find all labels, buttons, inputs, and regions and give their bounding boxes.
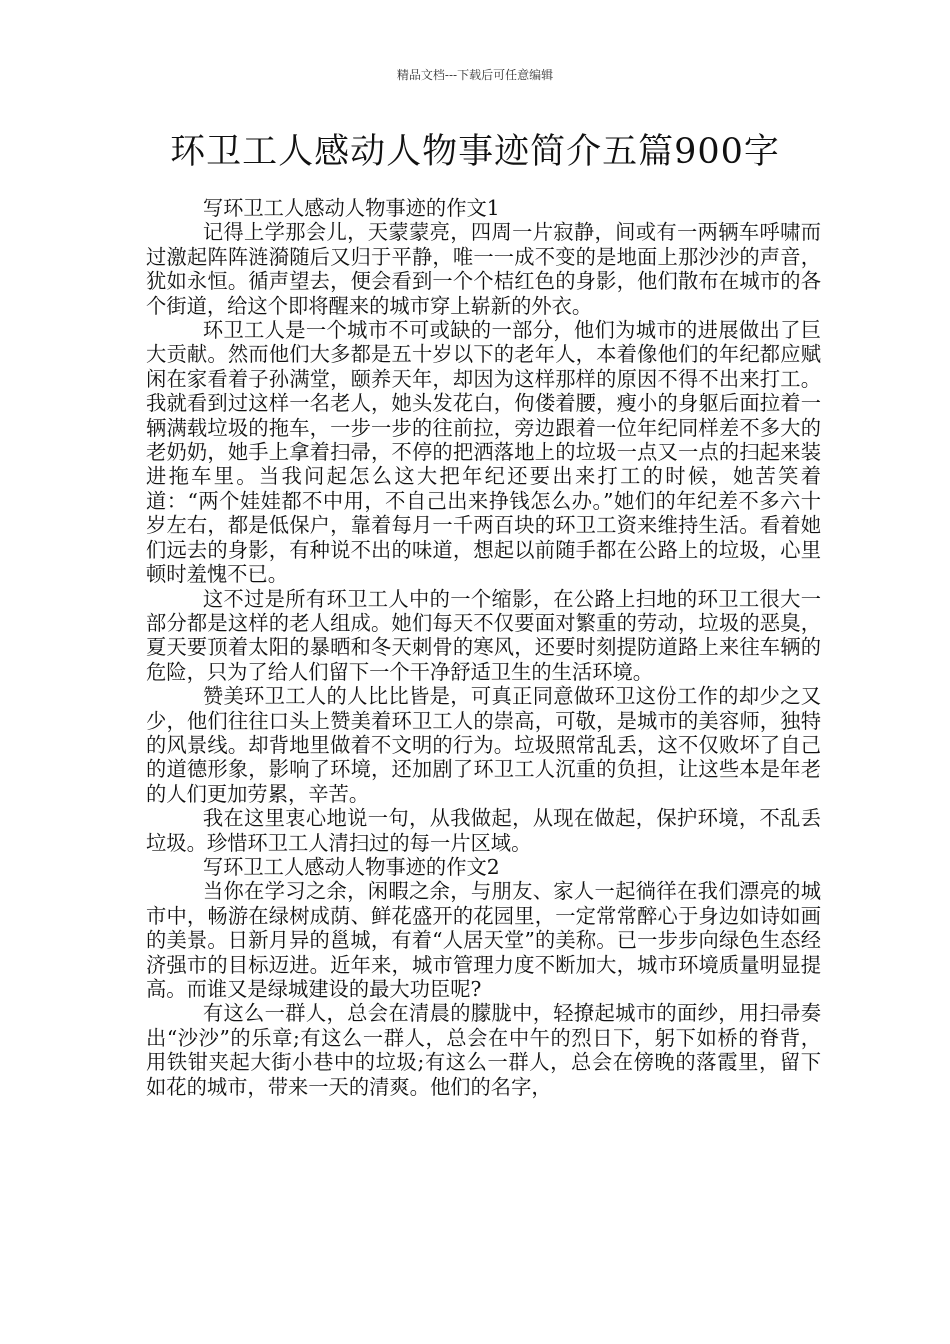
paragraph: 环卫工人是一个城市不可或缺的一部分，他们为城市的进展做出了巨大贡献。然而他们大多都是五十岁以下的老年人，本着像他们的年纪都应赋闲在家看着子孙满堂，颐养天年，却因为这样那样的原因不得不出来打工。我就看到过这样一名老人，她头发花白，佝偻着腰，瘦小的身躯后面拉着一辆满载垃圾的拖车，一步一步的往前拉，旁边跟着一位年纪同样差不多大的老奶奶，她手上拿着扫帚，不停的把洒落地上的垃圾一点又一点的扫起来装进拖车里。当我问起怎么这大把年纪还要出来打工的时候，她苦笑着道：“两个娃娃都不中用，不自己出来挣钱怎么办。”她们的年纪差不多六十岁左右，都是低保户，靠着每月一千两百块的环卫工资来维持生活。看着她们远去的身影，有种说不出的味道，想起以前随手都在公路上的垃圾，心里顿时羞愧不已。: [146, 318, 821, 587]
header-note: 精品文档---下载后可任意编辑: [396, 68, 554, 82]
paragraph: 赞美环卫工人的人比比皆是，可真正同意做环卫这份工作的却少之又少，他们往往口头上赞美着环卫工人的崇高，可敬，是城市的美容师，独特的风景线。却背地里做着不文明的行为。垃圾照常乱丢，这不仅败坏了自己的道德形象，影响了环境，还加剧了环卫工人沉重的负担，让这些本是年老的人们更加劳累，辛苦。: [146, 684, 821, 806]
section-heading-1: 写环卫工人感动人物事迹的作文1: [202, 196, 500, 220]
paragraph: 我在这里衷心地说一句，从我做起，从现在做起，保护环境，不乱丢垃圾。珍惜环卫工人清扫过的每一片区域。: [146, 806, 821, 855]
paragraph: 当你在学习之余，闲暇之余，与朋友、家人一起徜徉在我们漂亮的城市中，畅游在绿树成荫、鲜花盛开的花园里，一定常常醉心于身边如诗如画的美景。日新月异的邕城，有着“人居天堂”的美称。已一步步向绿色生态经济强市的目标迈进。近年来，城市管理力度不断加大，城市环境质量明显提高。而谁又是绿城建设的最大功臣呢?: [146, 879, 821, 1001]
section-heading-2: 写环卫工人感动人物事迹的作文2: [202, 854, 500, 879]
paragraph: 记得上学那会儿，天蒙蒙亮，四周一片寂静，间或有一两辆车呼啸而过激起阵阵涟漪随后又归于平静，唯一一成不变的是地面上那沙沙的声音，犹如永恒。循声望去，便会看到一个个桔红色的身影，他们散布在城市的各个街道，给这个即将醒来的城市穿上崭新的外衣。: [146, 220, 821, 318]
document-title: 环卫工人感动人物事迹简介五篇900字: [170, 132, 780, 172]
paragraph: 有这么一群人，总会在清晨的朦胧中，轻撩起城市的面纱，用扫帚奏出“沙沙”的乐章;有这么一群人，总会在中午的烈日下，躬下如桥的脊背，用铁钳夹起大街小巷中的垃圾;有这么一群人，总会在傍晚的落霞里，留下如花的城市，带来一天的清爽。他们的名字，: [146, 1001, 821, 1099]
paragraph: 这不过是所有环卫工人中的一个缩影，在公路上扫地的环卫工很大一部分都是这样的老人组成。她们每天不仅要面对繁重的劳动，垃圾的恶臭，夏天要顶着太阳的暴晒和冬天刺骨的寒风，还要时刻提防道路上来往车辆的危险，只为了给人们留下一个干净舒适卫生的生活环境。: [146, 586, 821, 684]
document-body: [146, 196, 821, 1099]
